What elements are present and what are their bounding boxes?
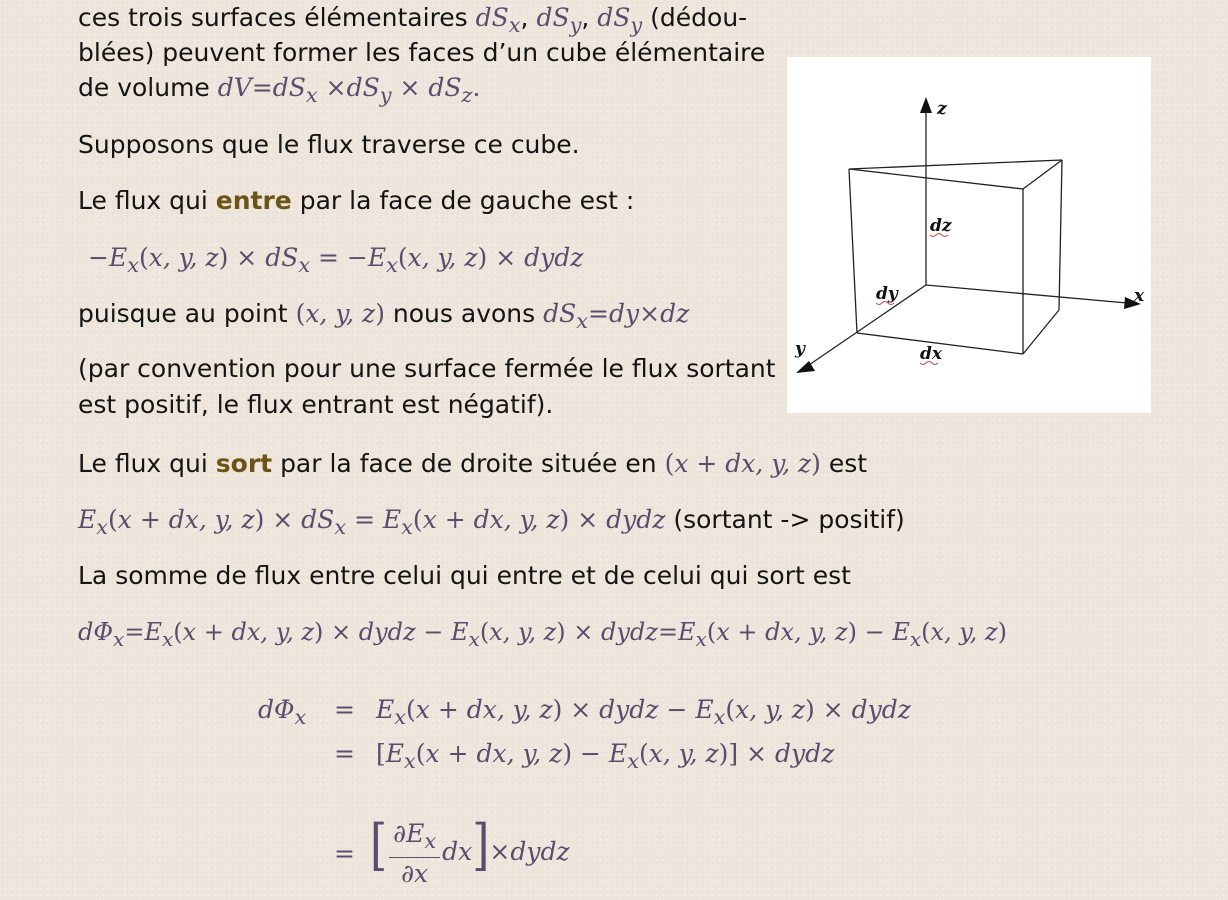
paragraph-surfaces-line3 (78, 70, 480, 113)
z-arrowhead (920, 97, 932, 113)
x-axis-line (926, 285, 1127, 303)
text-de-volume: de volume (78, 73, 210, 102)
equation-flux-entrant: $-E_x(x$, y, $z) \times dS_x = -E_x(x$, y, z) × dydz (88, 243, 584, 277)
paragraph-flux-sort (78, 446, 867, 482)
text-sortant-positif: (sortant -> positif) (673, 505, 905, 534)
aligned-eq-rhs3: [ $\frac{\partial E_x}{\partial x}$ dx]×dydz (370, 813, 570, 888)
aligned-eq-equals2: = (334, 739, 355, 768)
highlight-sort: sort (215, 449, 273, 478)
paragraph-surfaces-line2: blées) peuvent former les faces d’un cube élémentaire (78, 38, 766, 67)
text-surfaces: ces trois surfaces élémentaires (78, 3, 468, 32)
math-dSx: $dS_x$ (475, 3, 521, 37)
aligned-eq-rhs1: $E_x(x$ + dx, y, z) × dydz − $E_x(x$, y, z) × dydz (376, 695, 911, 729)
text-est: est (828, 449, 868, 478)
math-point-x-dx: (x + dx, y, z) (664, 449, 821, 478)
paragraph-surfaces-line1: ces trois surfaces élémentaires $dS_x$, $dS_y$, $dS_y$ (dédou- (78, 3, 748, 37)
axis-label-y: y (795, 339, 805, 359)
cube-figure (787, 57, 1151, 413)
text-flux-qui: Le flux qui (78, 186, 208, 215)
edge-label-dy: dy (876, 284, 898, 304)
math-point-xyz: (x, y, z) (295, 299, 385, 328)
text-dedou: (dédou- (650, 3, 748, 32)
cube-diagram (787, 57, 1151, 413)
paragraph-flux-entre (78, 183, 634, 219)
math-dSy: $dS_y$ (536, 3, 582, 37)
axis-label-z: z (937, 99, 947, 119)
y-axis-line (806, 285, 926, 367)
equation-dphi-inline: $d\Phi_x=E_x(x$ + dx, y, z) × dydz − $E_x(x$, y, $z) \times dydz=E_x(x$ + dx, y, $z) - E_x(x$, y, z) (78, 618, 1007, 651)
paragraph-convention-line2: est positif, le flux entrant est négatif). (78, 390, 554, 419)
aligned-eq-line1: $d\Phi_x$ (258, 695, 307, 729)
text-puisque: puisque au point (78, 299, 288, 328)
edge-label-dz: dz (930, 216, 952, 236)
paragraph-suppose: Supposons que le flux traverse ce cube. (78, 130, 580, 159)
text-nous-avons: nous avons (392, 299, 536, 328)
paragraph-puisque (78, 296, 689, 339)
equation-flux-sortant: $E_x(x$ + dx, y, $z) \times dS_x = E_x(x$ + dx, y, z) × dydz (78, 505, 666, 539)
math-dSx-equals: $dS_x=dy\times dz$ (543, 299, 690, 333)
equation-flux-sortant-line (78, 502, 905, 545)
math-dSy-2: $dS_y$ (597, 3, 643, 37)
paragraph-somme: La somme de flux entre celui qui entre et de celui qui sort est (78, 561, 851, 590)
aligned-eq-equals1: = (334, 695, 355, 724)
paragraph-convention-line1: (par convention pour une surface fermée le flux sortant (78, 354, 776, 383)
partial-fraction: $\frac{\partial E_x}{\partial x}$ (389, 818, 440, 890)
edge-label-dx: dx (920, 344, 943, 364)
aligned-eq-equals3: = (334, 839, 355, 868)
text-flux-qui-sort: Le flux qui (78, 449, 208, 478)
left-bracket: [ (370, 813, 388, 878)
right-bracket: ] (472, 813, 490, 878)
text-face-droite: par la face de droite située en (280, 449, 657, 478)
text-face-gauche: par la face de gauche est : (299, 186, 635, 215)
highlight-entre: entre (215, 186, 292, 215)
aligned-eq-rhs2: [$E_x(x$ + dx, y, $z) - E_x(x$, y, z)] × dydz (376, 739, 835, 773)
axis-label-x: x (1134, 286, 1145, 306)
math-dV-volume: $dV=dS_x \times dS_y \times dS_z$. (217, 73, 481, 107)
